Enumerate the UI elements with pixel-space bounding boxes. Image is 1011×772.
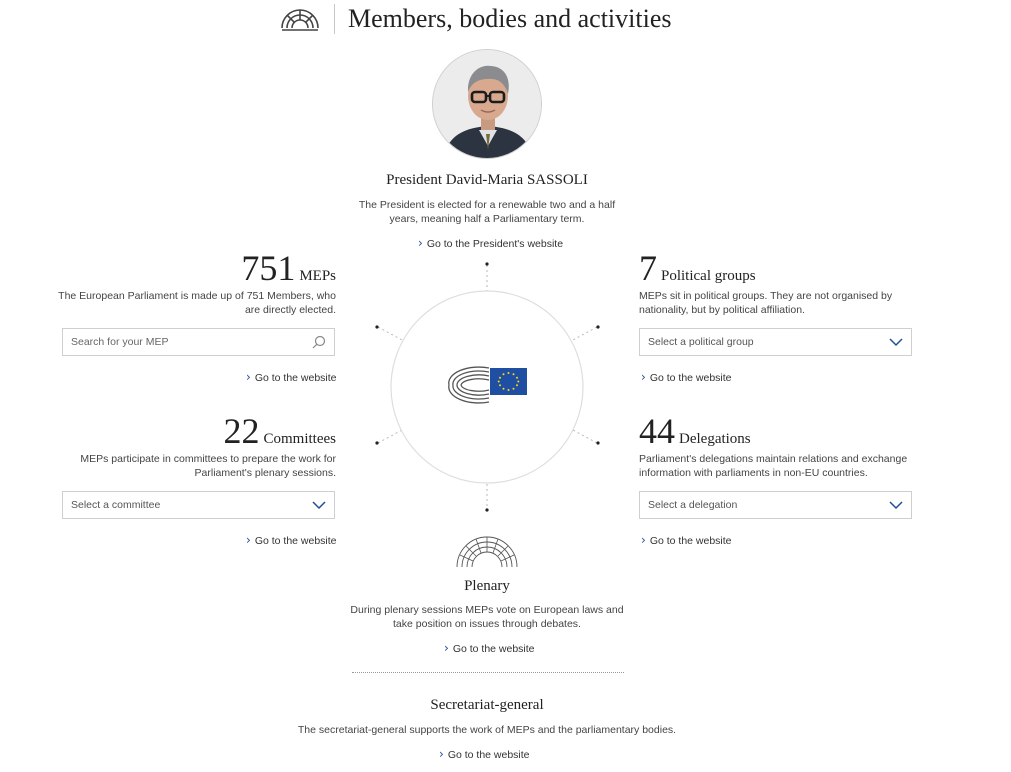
chevron-down-icon <box>312 501 326 510</box>
president-website-link-label: Go to the President's website <box>426 238 564 250</box>
delegation-select-value: Select a delegation <box>648 499 738 511</box>
chevron-right-icon: › <box>641 370 646 384</box>
committees-website-link[interactable] <box>246 533 337 548</box>
mep-search-input[interactable] <box>62 328 335 356</box>
president-description-line-1: The President is elected for a renewable two and a half <box>358 199 616 211</box>
chevron-right-icon: › <box>246 370 251 384</box>
committee-select[interactable] <box>62 491 335 519</box>
committees-website-link-label: Go to the website <box>254 535 337 547</box>
hemicycle-icon <box>280 6 320 32</box>
header-divider <box>334 4 335 34</box>
plenary-hemicycle-icon <box>453 531 521 569</box>
delegations-description-line-1: Parliament's delegations maintain relations and exchange <box>639 453 908 465</box>
president-description <box>337 199 637 226</box>
committees-label: Committees <box>263 431 336 447</box>
president-avatar[interactable] <box>432 49 542 159</box>
committees-stat <box>224 413 337 449</box>
delegations-description-line-2: information with parliaments in non-EU countries. <box>639 466 868 479</box>
president-portrait-icon <box>433 50 542 159</box>
meps-website-link-label: Go to the website <box>254 372 337 384</box>
political-group-select-value: Select a political group <box>648 336 754 348</box>
delegations-stat <box>639 413 751 449</box>
committee-select-value: Select a committee <box>71 499 161 511</box>
political-groups-description-line-2: nationality, but by political affiliation. <box>639 303 805 316</box>
page-title: Members, bodies and activities <box>348 4 672 33</box>
diagram-circle <box>391 291 583 483</box>
political-groups-description <box>639 290 939 317</box>
president-name: President David-Maria SASSOLI <box>386 172 588 188</box>
political-group-select[interactable] <box>639 328 912 356</box>
political-groups-count: 7 <box>639 248 657 288</box>
committees-count: 22 <box>223 411 260 451</box>
chevron-right-icon: › <box>246 533 251 547</box>
secretariat-title: Secretariat-general <box>430 697 544 713</box>
delegation-select[interactable] <box>639 491 912 519</box>
section-divider <box>352 672 624 673</box>
chevron-right-icon: › <box>418 236 423 250</box>
committees-description <box>46 453 336 480</box>
meps-description-line-2: are directly elected. <box>244 303 336 316</box>
committees-description-line-1: MEPs participate in committees to prepare the work for <box>80 453 336 465</box>
secretariat-website-link[interactable] <box>439 747 530 762</box>
delegations-count: 44 <box>639 411 675 451</box>
parliament-structure-diagram <box>372 255 602 517</box>
political-groups-label: Political groups <box>661 268 756 284</box>
meps-website-link[interactable] <box>246 370 337 385</box>
chevron-down-icon <box>889 501 903 510</box>
plenary-website-link[interactable] <box>444 641 535 656</box>
meps-count: 751 <box>241 248 296 288</box>
political-groups-website-link[interactable] <box>641 370 732 385</box>
chevron-right-icon: › <box>641 533 646 547</box>
delegations-label: Delegations <box>679 431 751 447</box>
delegations-description <box>639 453 939 480</box>
plenary-website-link-label: Go to the website <box>452 643 535 655</box>
president-website-link[interactable] <box>418 236 563 251</box>
meps-label: MEPs <box>299 268 336 284</box>
chevron-right-icon: › <box>439 747 444 761</box>
delegations-website-link-label: Go to the website <box>649 535 732 547</box>
plenary-title: Plenary <box>464 578 510 594</box>
search-icon[interactable] <box>312 335 326 349</box>
political-groups-stat <box>639 250 756 286</box>
chevron-right-icon: › <box>444 641 449 655</box>
plenary-description <box>337 604 637 631</box>
plenary-description-line-2: take position on issues through debates. <box>393 617 581 630</box>
secretariat-website-link-label: Go to the website <box>447 749 530 761</box>
political-groups-website-link-label: Go to the website <box>649 372 732 384</box>
meps-stat <box>241 250 336 286</box>
meps-description-line-1: The European Parliament is made up of 751 Members, who <box>58 290 336 302</box>
secretariat-description: The secretariat-general supports the work of MEPs and the parliamentary bodies. <box>297 724 677 736</box>
mep-search-placeholder: Search for your MEP <box>71 336 169 348</box>
delegations-website-link[interactable] <box>641 533 732 548</box>
president-description-line-2: years, meaning half a Parliamentary term. <box>389 212 585 225</box>
chevron-down-icon <box>889 338 903 347</box>
meps-description <box>46 290 336 317</box>
political-groups-description-line-1: MEPs sit in political groups. They are not organised by <box>639 290 893 302</box>
plenary-description-line-1: During plenary sessions MEPs vote on European laws and <box>350 604 624 616</box>
committees-description-line-2: Parliament's plenary sessions. <box>194 466 336 479</box>
